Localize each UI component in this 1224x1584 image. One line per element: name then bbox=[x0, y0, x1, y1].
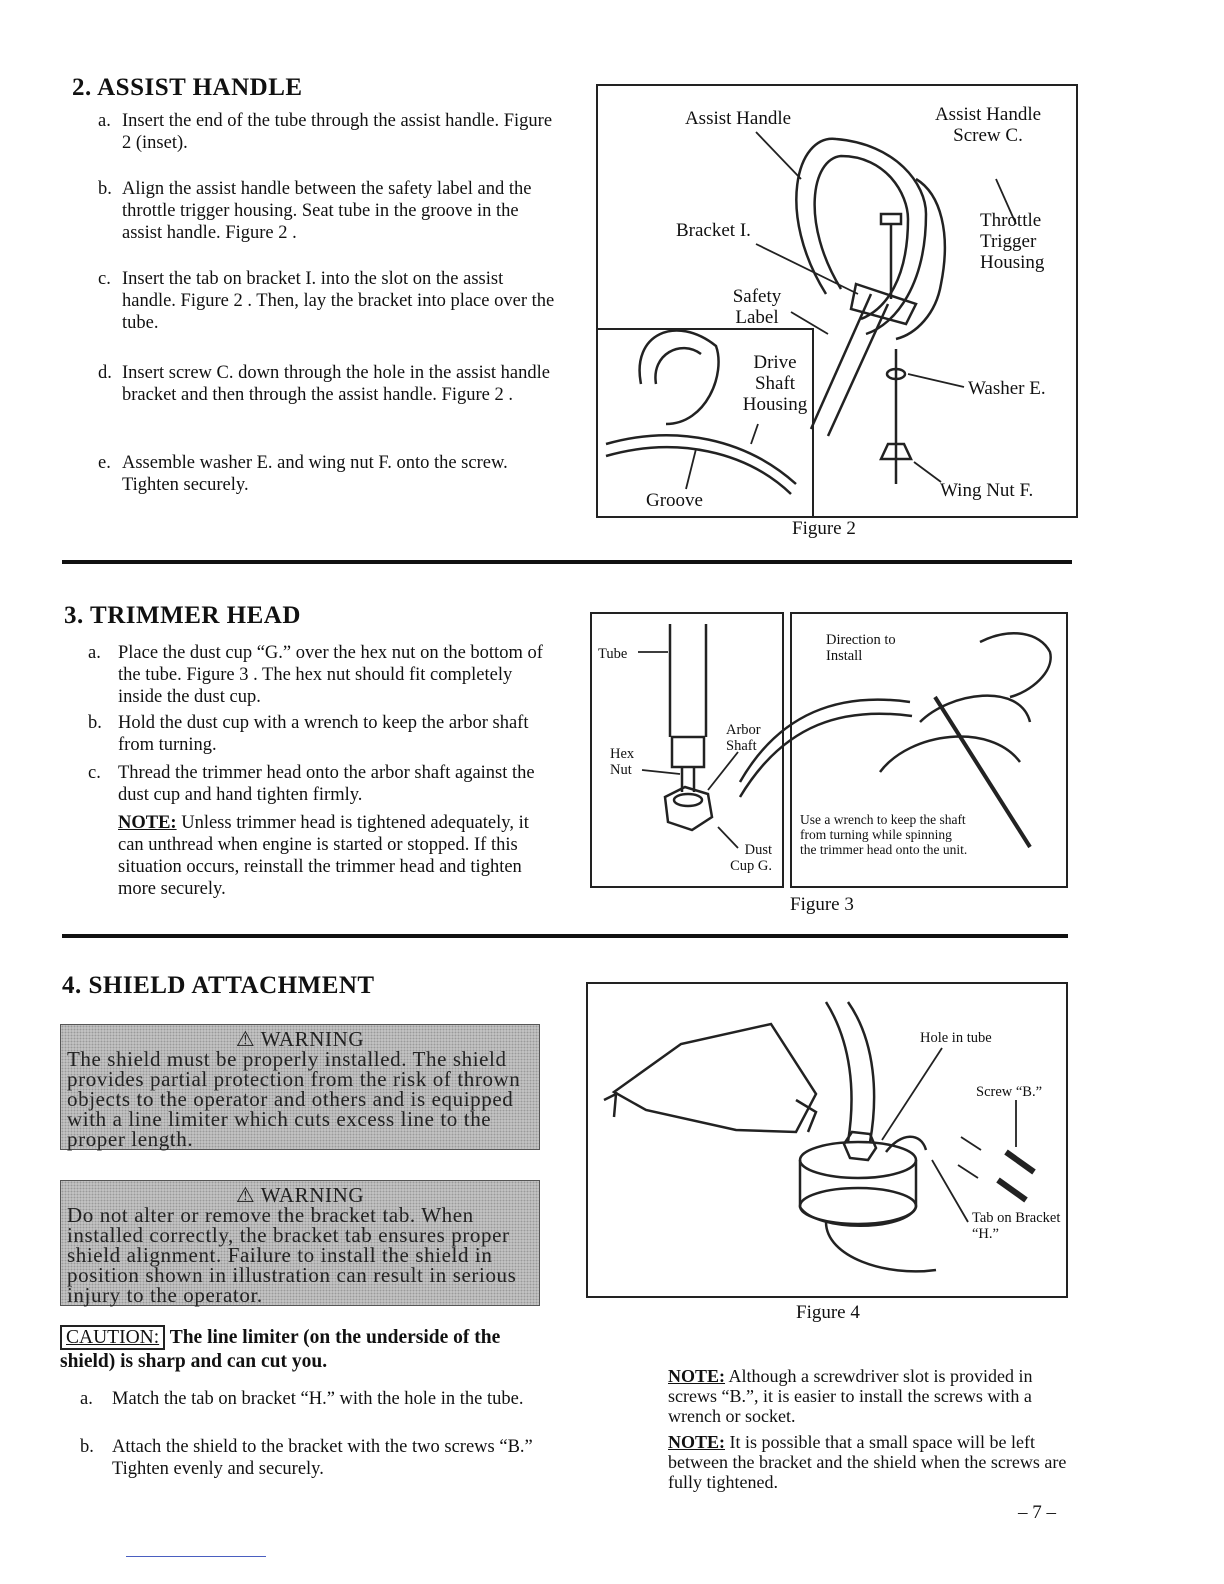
fig3-label-hex-nut: Hex Nut bbox=[610, 746, 635, 778]
warning-1-text: The shield must be properly installed. The shield provides partial protection from the risk of thrown objects to the operator and others and is equipped with a line limiter which cuts excess line to the proper length. bbox=[67, 1047, 521, 1151]
caution-statement bbox=[60, 1326, 550, 1374]
sec2-step-b: b. Align the assist handle between the safety label and the throttle trigger housing. Seat tube in the groove in the assist handle. Figure 2 . bbox=[98, 179, 532, 243]
sec4-note-2: NOTE: It is possible that a small space will be left between the bracket and the shield when the screws are fully tightened. bbox=[668, 1432, 1067, 1492]
fig3-label-wrench-note: Use a wrench to keep the shaft from turning while spinning the trimmer head onto the unit. bbox=[800, 812, 968, 857]
fig4-label-hole: Hole in tube bbox=[920, 1030, 992, 1046]
section-2-heading: 2. ASSIST HANDLE bbox=[72, 74, 303, 101]
fig3-label-tube: Tube bbox=[598, 646, 628, 662]
section-4-heading: 4. SHIELD ATTACHMENT bbox=[62, 972, 375, 999]
fig3-label-direction: Direction to Install bbox=[826, 632, 896, 664]
sec3-step-b: b. Hold the dust cup with a wrench to keep the arbor shaft from turning. bbox=[88, 713, 529, 755]
figure-4-drawing bbox=[586, 982, 1068, 1298]
sec2-step-c: c. Insert the tab on bracket I. into the slot on the assist handle. Figure 2 . Then, lay the bracket into place over the tube. bbox=[98, 269, 555, 333]
fig2-label-washer: Washer E. bbox=[968, 378, 1046, 399]
section-3-heading: 3. TRIMMER HEAD bbox=[64, 602, 301, 629]
sec2-step-e: e. Assemble washer E. and wing nut F. onto the screw. Tighten securely. bbox=[98, 453, 508, 495]
warning-box-bracket-tab bbox=[60, 1180, 540, 1306]
fig2-label-assist-handle: Assist Handle bbox=[684, 108, 792, 129]
fig3-label-arbor-shaft: Arbor Shaft bbox=[726, 722, 761, 754]
fig2-label-safety-label: Safety Label bbox=[732, 286, 782, 328]
page-number: – 7 – bbox=[1018, 1502, 1056, 1523]
fig2-label-wing-nut: Wing Nut F. bbox=[940, 480, 1034, 501]
bottom-mark-line bbox=[126, 1556, 266, 1557]
sec3-note: NOTE: Unless trimmer head is tightened adequately, it can unthread when engine is started or stopped. If this situation occurs, reinstall the trimmer head and tighten more securely. bbox=[118, 813, 529, 899]
warning-1-title: ⚠ WARNING bbox=[235, 1027, 365, 1051]
sec3-step-a: a. Place the dust cup “G.” over the hex nut on the bottom of the tube. Figure 3 . The hex nut should fit completely inside the dust cup. bbox=[88, 643, 543, 707]
warning-box-shield bbox=[60, 1024, 540, 1150]
fig4-label-screw: Screw “B.” bbox=[976, 1084, 1043, 1100]
figure-3-caption: Figure 3 bbox=[790, 894, 854, 915]
fig2-label-throttle: Throttle Trigger Housing bbox=[980, 210, 1045, 273]
figure-4-caption: Figure 4 bbox=[796, 1302, 860, 1323]
fig2-label-drive-shaft: Drive Shaft Housing bbox=[742, 352, 808, 415]
sec4-step-b: b. Attach the shield to the bracket with the two screws “B.” Tighten evenly and securely. bbox=[80, 1437, 533, 1479]
sec4-note-1: NOTE: Although a screwdriver slot is provided in screws “B.”, it is easier to install the screws with a wrench or socket. bbox=[668, 1366, 1033, 1426]
figure-2-drawing bbox=[596, 84, 1078, 518]
figure-2-caption: Figure 2 bbox=[792, 518, 856, 539]
caution-label: CAUTION: bbox=[60, 1325, 165, 1350]
sec2-step-a: a. Insert the end of the tube through the assist handle. Figure 2 (inset). bbox=[98, 111, 553, 153]
sec4-step-a: a. Match the tab on bracket “H.” with the hole in the tube. bbox=[80, 1389, 524, 1409]
section-divider-1 bbox=[62, 560, 1072, 564]
sec3-step-c: c. Thread the trimmer head onto the arbor shaft against the dust cup and hand tighten firmly. bbox=[88, 763, 535, 805]
sec2-step-d: d. Insert screw C. down through the hole in the assist handle bracket and then through the assist handle. Figure 2 . bbox=[98, 363, 550, 405]
fig2-label-assist-handle-screw: Assist Handle Screw C. bbox=[934, 104, 1042, 146]
fig4-label-tab: Tab on Bracket “H.” bbox=[972, 1210, 1061, 1242]
warning-2-text: Do not alter or remove the bracket tab. When installed correctly, the bracket tab ensures proper shield alignment. Failure to install the shield in position shown in illustration can result in serious injury to the operator. bbox=[67, 1203, 517, 1307]
section-divider-2 bbox=[62, 934, 1068, 938]
warning-2-title: ⚠ WARNING bbox=[235, 1183, 365, 1207]
caution-text: The line limiter (on the underside of the shield) is sharp and can cut you. bbox=[60, 1327, 501, 1372]
fig2-label-bracket: Bracket I. bbox=[676, 220, 751, 241]
fig2-label-groove: Groove bbox=[646, 490, 703, 511]
fig3-label-dust-cup: Dust Cup G. bbox=[730, 842, 772, 874]
